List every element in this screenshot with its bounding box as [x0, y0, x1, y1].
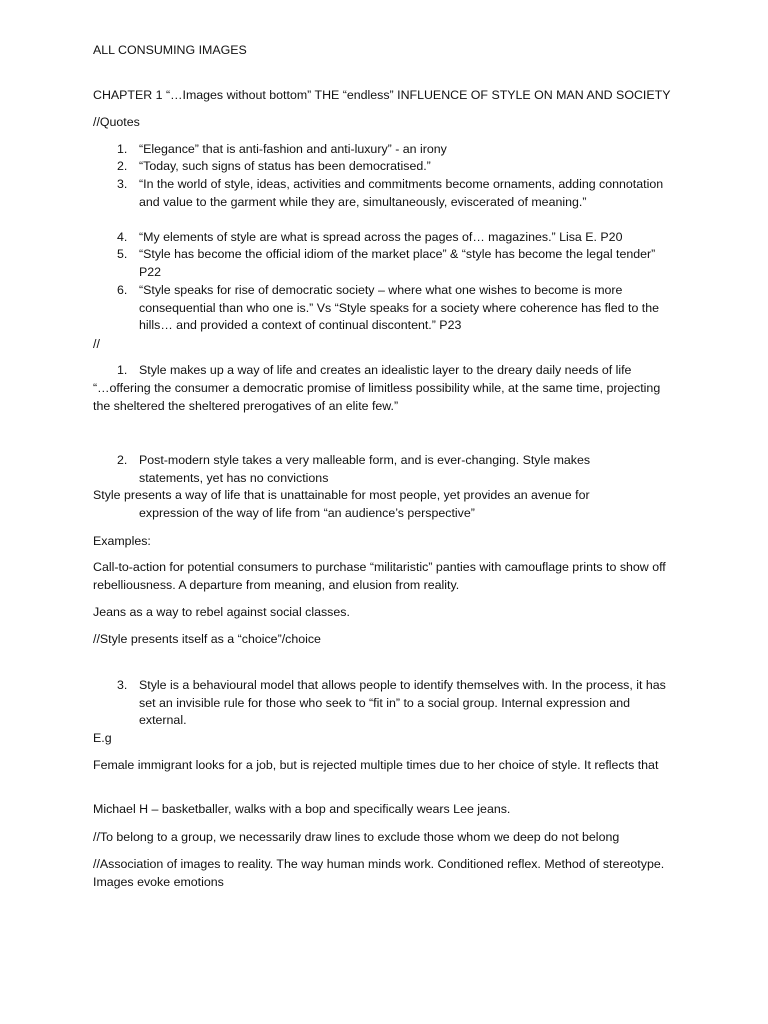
section-separator: //	[93, 337, 100, 351]
example-paragraph: Michael H – basketballer, walks with a bop and specifically wears Lee jeans.	[93, 802, 511, 816]
hanging-rest: expression of the way of life from “an audience’s perspective”	[139, 505, 475, 520]
quote-item	[93, 158, 673, 176]
quote-item	[93, 229, 673, 247]
example-paragraph: Call-to-action for potential consumers to purchase “militaristic” panties with camouflage prints to show off rebelliousness. A departure from meaning, and elusion from reality.	[93, 560, 666, 592]
chapter-heading: CHAPTER 1 “…Images without bottom” THE “endless” INFLUENCE OF STYLE ON MAN AND SOCIETY	[93, 88, 671, 102]
quote-item	[93, 176, 673, 211]
point-item	[93, 452, 653, 487]
list-number: 2.	[117, 453, 128, 467]
doc-title: ALL CONSUMING IMAGES	[93, 43, 247, 57]
quote-text: “Style speaks for rise of democratic society – where what one wishes to become is more consequential than who one is.” Vs “Style speaks for a society where coherence has fled to the hills… and provided a context of continual discontent.” P23	[139, 283, 660, 332]
list-number: 3.	[117, 678, 128, 692]
point-quote: “…offering the consumer a democratic promise of limitless possibility while, at the same time, projecting the sheltered the sheltered prerogatives of an elite few.”	[93, 381, 661, 413]
point-text: Style makes up a way of life and creates an idealistic layer to the dreary daily needs of life	[139, 363, 632, 377]
examples-label: Examples:	[93, 534, 151, 548]
example-paragraph: Female immigrant looks for a job, but is rejected multiple times due to her choice of style. It reflects that	[93, 758, 659, 772]
quote-text: “My elements of style are what is spread across the pages of… magazines.” Lisa E. P20	[139, 230, 623, 244]
list-number: 1.	[117, 142, 128, 156]
list-number: 1.	[117, 363, 128, 377]
list-number: 2.	[117, 159, 128, 173]
point-item	[93, 362, 693, 380]
hanging-first-line: Style presents a way of life that is unattainable for most people, yet provides an avenue for	[93, 488, 590, 502]
eg-label: E.g	[93, 731, 112, 745]
example-paragraph: Jeans as a way to rebel against social classes.	[93, 605, 350, 619]
list-number: 5.	[117, 247, 128, 261]
point-text: Post-modern style takes a very malleable form, and is ever-changing. Style makes statements, yet has no convictions	[139, 453, 591, 485]
note-paragraph: //Association of images to reality. The way human minds work. Conditioned reflex. Method of stereotype. Images evoke emotions	[93, 857, 665, 889]
quote-text: “In the world of style, ideas, activities and commitments become ornaments, adding connotation and value to the garment while they are, simultaneously, eviscerated of meaning.”	[139, 177, 664, 209]
quote-item	[93, 141, 673, 159]
hanging-paragraph	[93, 487, 633, 522]
quote-text: “Style has become the official idiom of the market place” & “style has become the legal tender” P22	[139, 247, 656, 279]
quote-text: “Elegance” that is anti-fashion and anti-luxury” - an irony	[139, 142, 447, 156]
point-text: Style is a behavioural model that allows people to identify themselves with. In the process, it has set an invisible rule for those who seek to “fit in” to a social group. Internal expression and external.	[139, 678, 666, 727]
point-item	[93, 677, 673, 730]
list-number: 3.	[117, 177, 128, 191]
list-number: 4.	[117, 230, 128, 244]
quotes-header: //Quotes	[93, 115, 140, 129]
quote-item	[93, 246, 673, 281]
note-paragraph: //Style presents itself as a “choice”/choice	[93, 632, 321, 646]
quote-text: “Today, such signs of status has been democratised.”	[139, 159, 431, 173]
note-paragraph: //To belong to a group, we necessarily draw lines to exclude those whom we deep do not belong	[93, 830, 620, 844]
quote-item	[93, 282, 673, 335]
list-number: 6.	[117, 283, 128, 297]
